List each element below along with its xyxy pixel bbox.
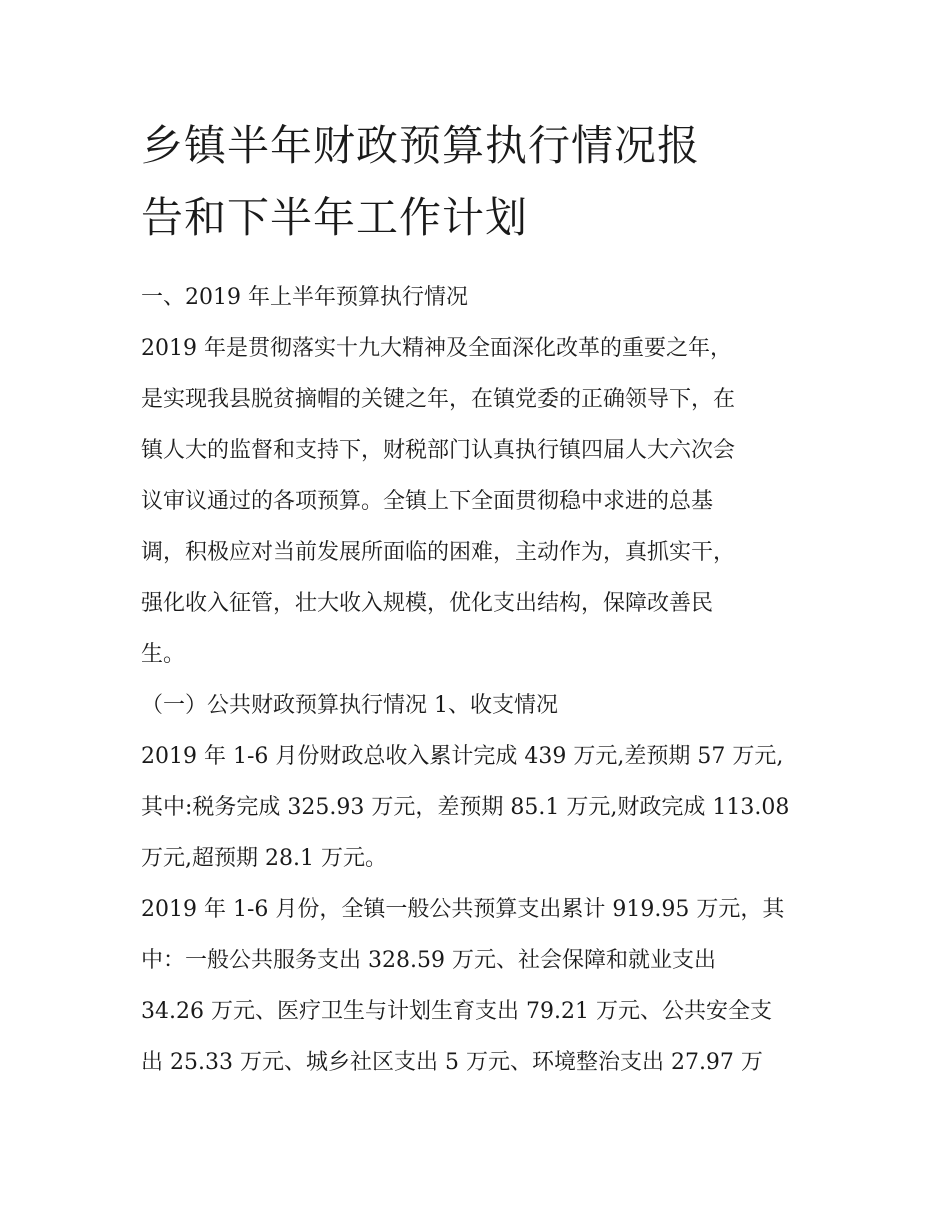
body-line: 中：一般公共服务支出 328.59 万元、社会保障和就业支出 xyxy=(141,948,716,973)
document-title xyxy=(141,110,821,254)
title-line-1: 乡镇半年财政预算执行情况报 xyxy=(141,121,701,170)
body-line: 镇人大的监督和支持下，财税部门认真执行镇四届人大六次会 xyxy=(141,438,736,463)
body-line: 生。 xyxy=(141,642,186,667)
body-line: 34.26 万元、医疗卫生与计划生育支出 79.21 万元、公共安全支 xyxy=(141,999,772,1024)
body-line: 议审议通过的各项预算。全镇上下全面贯彻稳中求进的总基 xyxy=(141,489,714,514)
body-line: 其中:税务完成 325.93 万元，差预期 85.1 万元,财政完成 113.08 xyxy=(141,795,790,820)
body-line: 2019 年 1-6 月份，全镇一般公共预算支出累计 919.95 万元，其 xyxy=(141,897,785,922)
subsection-heading: （一）公共财政预算执行情况 1、收支情况 xyxy=(141,693,558,718)
body-line: 万元,超预期 28.1 万元。 xyxy=(141,846,387,871)
body-line: 是实现我县脱贫摘帽的关键之年，在镇党委的正确领导下，在 xyxy=(141,387,736,412)
section-heading: 一、2019 年上半年预算执行情况 xyxy=(141,285,468,310)
body-line: 2019 年是贯彻落实十九大精神及全面深化改革的重要之年， xyxy=(141,336,732,361)
title-line-2: 告和下半年工作计划 xyxy=(141,193,529,242)
body-line: 2019 年 1-6 月份财政总收入累计完成 439 万元,差预期 57 万元, xyxy=(141,744,784,769)
document-body xyxy=(141,272,821,1088)
body-line: 出 25.33 万元、城乡社区支出 5 万元、环境整治支出 27.97 万 xyxy=(141,1050,763,1075)
body-line: 调，积极应对当前发展所面临的困难，主动作为，真抓实干， xyxy=(141,540,736,565)
document-page xyxy=(141,110,821,1088)
body-line: 强化收入征管，壮大收入规模，优化支出结构，保障改善民 xyxy=(141,591,714,616)
